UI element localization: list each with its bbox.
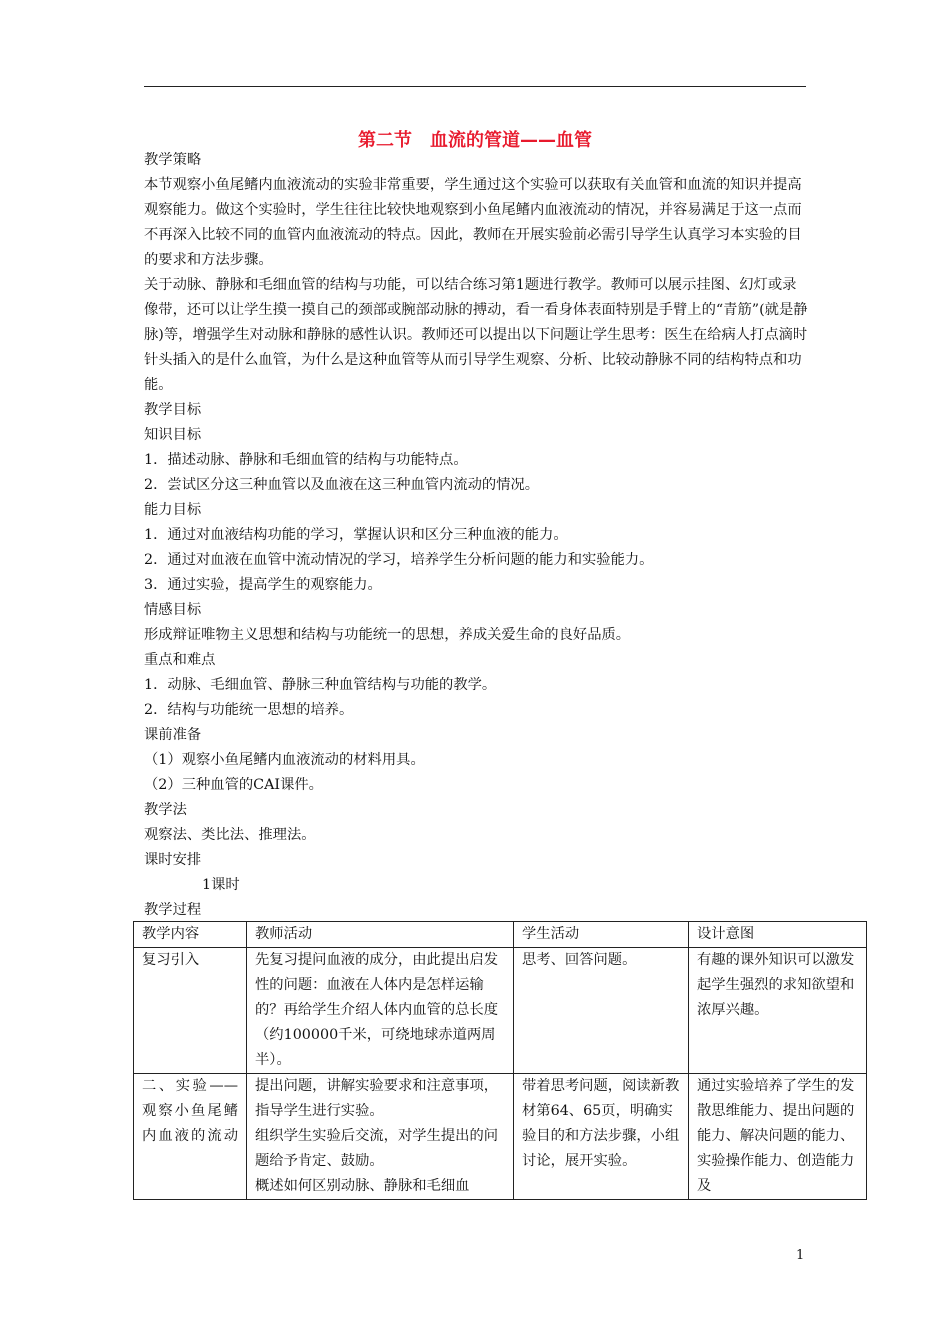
header-rule [144,86,806,87]
table-cell: 二、实验——观察小鱼尾鳍内血液的流动 [134,1074,247,1200]
list-item: 1．描述动脉、静脉和毛细血管的结构与功能特点。 [144,452,468,468]
table-cell: 有趣的课外知识可以激发起学生强烈的求知欲望和浓厚兴趣。 [689,948,867,1074]
page-number: 1 [796,1248,805,1263]
heading-teaching-goals: 教学目标 [144,402,202,418]
table-row [134,948,867,1074]
table-cell: 提出问题，讲解实验要求和注意事项，指导学生进行实验。 组织学生实验后交流，对学生提出的问题给予肯定、鼓励。 概述如何区别动脉、静脉和毛细血 [247,1074,514,1200]
page-title: 第二节 血流的管道——血管 [358,130,592,151]
heading-schedule: 课时安排 [144,852,202,868]
table-header-cell: 教学内容 [134,922,247,948]
table-cell: 思考、回答问题。 [514,948,689,1074]
heading-emotion-goals: 情感目标 [144,602,202,618]
schedule-value: 1课时 [202,877,240,893]
document-body [144,148,810,923]
table-header-cell: 教师活动 [247,922,514,948]
list-item: 1．动脉、毛细血管、静脉三种血管结构与功能的教学。 [144,677,497,693]
paragraph-methods: 观察法、类比法、推理法。 [144,827,316,843]
heading-ability-goals: 能力目标 [144,502,202,518]
table-cell: 先复习提问血液的成分，由此提出启发性的问题：血液在人体内是怎样运输的？再给学生介绍人体内血管的总长度（约100000千米，可绕地球赤道两周半）。 [247,948,514,1074]
paragraph-strategy-1: 本节观察小鱼尾鳍内血液流动的实验非常重要，学生通过这个实验可以获取有关血管和血流的知识并提高观察能力。做这个实验时，学生往往比较快地观察到小鱼尾鳍内血液流动的情况，并容易满足于这一点而不再深入比较不同的血管内血液流动的特点。因此，教师在开展实验前必需引导学生认真学习本实验的目的要求和方法步骤。 [144,177,802,268]
table-header-row [134,922,867,948]
table-row [134,1074,867,1200]
list-item: 2．通过对血液在血管中流动情况的学习，培养学生分析问题的能力和实验能力。 [144,552,654,568]
heading-knowledge-goals: 知识目标 [144,427,202,443]
heading-preparation: 课前准备 [144,727,202,743]
teaching-process-table [133,921,867,1200]
list-item: （2）三种血管的CAI课件。 [144,777,323,793]
table-cell: 通过实验培养了学生的发散思维能力、提出问题的能力、解决问题的能力、实验操作能力、创造能力及 [689,1074,867,1200]
list-item: （1）观察小鱼尾鳍内血液流动的材料用具。 [144,752,425,768]
paragraph-emotion: 形成辩证唯物主义思想和结构与功能统一的思想，养成关爱生命的良好品质。 [144,627,631,643]
heading-teaching-strategy: 教学策略 [144,152,202,168]
heading-methods: 教学法 [144,802,187,818]
table-header-cell: 学生活动 [514,922,689,948]
list-item: 3．通过实验，提高学生的观察能力。 [144,577,382,593]
table-cell: 复习引入 [134,948,247,1074]
heading-process: 教学过程 [144,902,202,918]
list-item: 2．尝试区分这三种血管以及血液在这三种血管内流动的情况。 [144,477,540,493]
list-item: 1．通过对血液结构功能的学习，掌握认识和区分三种血液的能力。 [144,527,568,543]
table-cell: 带着思考问题，阅读新教材第64、65页，明确实验目的和方法步骤，小组讨论，展开实验。 [514,1074,689,1200]
paragraph-strategy-2: 关于动脉、静脉和毛细血管的结构与功能，可以结合练习第1题进行教学。教师可以展示挂图、幻灯或录像带，还可以让学生摸一摸自己的颈部或腕部动脉的搏动，看一看身体表面特别是手臂上的“青筋”(就是静脉)等，增强学生对动脉和静脉的感性认识。教师还可以提出以下问题让学生思考：医生在给病人打点滴时针头插入的是什么血管，为什么是这种血管等从而引导学生观察、分析、比较动静脉不同的结构特点和功能。 [144,277,808,393]
list-item: 2．结构与功能统一思想的培养。 [144,702,354,718]
table-header-cell: 设计意图 [689,922,867,948]
heading-key-points: 重点和难点 [144,652,216,668]
